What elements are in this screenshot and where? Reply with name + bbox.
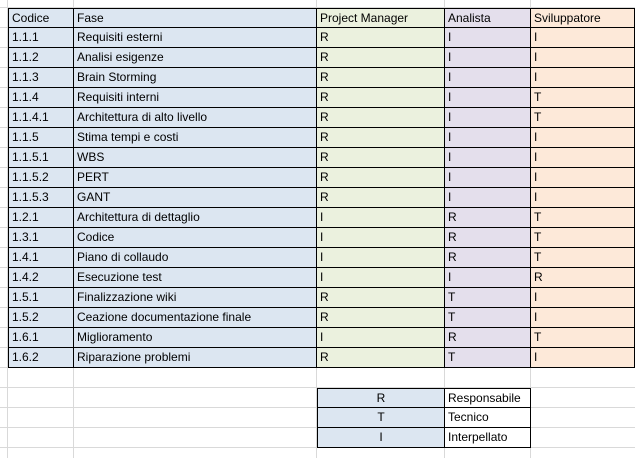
phase-cell[interactable]: Stima tempi e costi — [74, 128, 317, 148]
code-cell[interactable]: 1.6.2 — [8, 348, 74, 368]
pm-cell[interactable]: I — [317, 268, 445, 288]
dev-cell[interactable]: I — [531, 308, 635, 328]
code-cell[interactable]: 1.1.4.1 — [8, 108, 74, 128]
legend-meaning[interactable]: Tecnico — [445, 408, 531, 428]
pm-cell[interactable]: R — [317, 68, 445, 88]
analyst-cell[interactable]: T — [445, 308, 531, 328]
analyst-cell[interactable]: R — [445, 208, 531, 228]
code-cell[interactable]: 1.5.2 — [8, 308, 74, 328]
code-cell[interactable]: 1.1.4 — [8, 88, 74, 108]
phase-cell[interactable]: GANT — [74, 188, 317, 208]
code-cell[interactable]: 1.1.5.3 — [8, 188, 74, 208]
analyst-cell[interactable]: I — [445, 148, 531, 168]
code-cell[interactable]: 1.4.1 — [8, 248, 74, 268]
dev-cell[interactable]: I — [531, 48, 635, 68]
phase-cell[interactable]: Analisi esigenze — [74, 48, 317, 68]
pm-cell[interactable]: R — [317, 28, 445, 48]
dev-cell[interactable]: T — [531, 88, 635, 108]
analyst-cell[interactable]: I — [445, 108, 531, 128]
analyst-cell[interactable]: I — [445, 68, 531, 88]
dev-cell[interactable]: I — [531, 168, 635, 188]
dev-cell[interactable]: I — [531, 68, 635, 88]
phase-cell[interactable]: Codice — [74, 228, 317, 248]
phase-cell[interactable]: Miglioramento — [74, 328, 317, 348]
pm-cell[interactable]: R — [317, 148, 445, 168]
code-cell[interactable]: 1.5.1 — [8, 288, 74, 308]
header-phase[interactable]: Fase — [74, 8, 317, 28]
analyst-cell[interactable]: R — [445, 228, 531, 248]
analyst-cell[interactable]: I — [445, 168, 531, 188]
dev-cell[interactable]: T — [531, 248, 635, 268]
dev-cell[interactable]: I — [531, 28, 635, 48]
phase-cell[interactable]: Architettura di dettaglio — [74, 208, 317, 228]
phase-cell[interactable]: Requisiti interni — [74, 88, 317, 108]
code-cell[interactable]: 1.1.5.2 — [8, 168, 74, 188]
analyst-cell[interactable]: I — [445, 88, 531, 108]
phase-cell[interactable]: Ceazione documentazione finale — [74, 308, 317, 328]
pm-cell[interactable]: R — [317, 188, 445, 208]
analyst-cell[interactable]: I — [445, 48, 531, 68]
phase-cell[interactable]: PERT — [74, 168, 317, 188]
phase-cell[interactable]: Brain Storming — [74, 68, 317, 88]
legend-code[interactable]: R — [317, 388, 445, 408]
dev-cell[interactable]: T — [531, 328, 635, 348]
code-cell[interactable]: 1.1.5.1 — [8, 148, 74, 168]
pm-cell[interactable]: R — [317, 288, 445, 308]
pm-cell[interactable]: I — [317, 228, 445, 248]
pm-cell[interactable]: R — [317, 348, 445, 368]
analyst-cell[interactable]: T — [445, 348, 531, 368]
dev-cell[interactable]: I — [531, 288, 635, 308]
dev-cell[interactable]: T — [531, 208, 635, 228]
dev-cell[interactable]: R — [531, 268, 635, 288]
analyst-cell[interactable]: I — [445, 268, 531, 288]
phase-cell[interactable]: WBS — [74, 148, 317, 168]
analyst-cell[interactable]: I — [445, 188, 531, 208]
code-cell[interactable]: 1.2.1 — [8, 208, 74, 228]
code-cell[interactable]: 1.1.2 — [8, 48, 74, 68]
pm-cell[interactable]: R — [317, 108, 445, 128]
pm-cell[interactable]: R — [317, 88, 445, 108]
phase-cell[interactable]: Architettura di alto livello — [74, 108, 317, 128]
dev-cell[interactable]: T — [531, 228, 635, 248]
phase-cell[interactable]: Esecuzione test — [74, 268, 317, 288]
analyst-cell[interactable]: R — [445, 328, 531, 348]
header-analyst[interactable]: Analista — [445, 8, 531, 28]
pm-cell[interactable]: R — [317, 308, 445, 328]
phase-cell[interactable]: Requisiti esterni — [74, 28, 317, 48]
analyst-cell[interactable]: I — [445, 28, 531, 48]
legend-code[interactable]: I — [317, 428, 445, 448]
code-cell[interactable]: 1.1.1 — [8, 28, 74, 48]
code-cell[interactable]: 1.1.3 — [8, 68, 74, 88]
code-cell[interactable]: 1.4.2 — [8, 268, 74, 288]
analyst-cell[interactable]: R — [445, 248, 531, 268]
phase-cell[interactable]: Riparazione problemi — [74, 348, 317, 368]
header-dev[interactable]: Sviluppatore — [531, 8, 635, 28]
code-cell[interactable]: 1.1.5 — [8, 128, 74, 148]
dev-cell[interactable]: I — [531, 148, 635, 168]
legend-code[interactable]: T — [317, 408, 445, 428]
pm-cell[interactable]: I — [317, 248, 445, 268]
pm-cell[interactable]: I — [317, 208, 445, 228]
dev-cell[interactable]: I — [531, 128, 635, 148]
legend-meaning[interactable]: Responsabile — [445, 388, 531, 408]
code-cell[interactable]: 1.6.1 — [8, 328, 74, 348]
phase-cell[interactable]: Finalizzazione wiki — [74, 288, 317, 308]
code-cell[interactable]: 1.3.1 — [8, 228, 74, 248]
pm-cell[interactable]: R — [317, 128, 445, 148]
legend-meaning[interactable]: Interpellato — [445, 428, 531, 448]
pm-cell[interactable]: I — [317, 328, 445, 348]
analyst-cell[interactable]: T — [445, 288, 531, 308]
phase-cell[interactable]: Piano di collaudo — [74, 248, 317, 268]
dev-cell[interactable]: T — [531, 108, 635, 128]
header-pm[interactable]: Project Manager — [317, 8, 445, 28]
header-code[interactable]: Codice — [8, 8, 74, 28]
dev-cell[interactable]: I — [531, 188, 635, 208]
pm-cell[interactable]: R — [317, 168, 445, 188]
dev-cell[interactable]: I — [531, 348, 635, 368]
pm-cell[interactable]: R — [317, 48, 445, 68]
analyst-cell[interactable]: I — [445, 128, 531, 148]
